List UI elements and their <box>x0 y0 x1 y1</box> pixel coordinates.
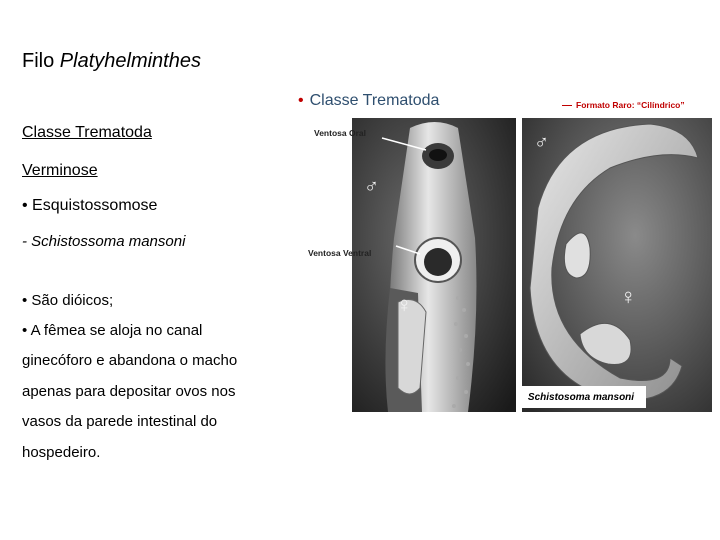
title-prefix: Filo <box>22 50 55 72</box>
bullet-femea-line-4: vasos da parede intestinal do <box>22 413 218 430</box>
figure-caption: Schistosoma mansoni <box>516 386 646 408</box>
figure-subtitle-text: Formato Raro: “Cilíndrico” <box>576 100 685 110</box>
bullet-femea-line-2: ginecóforo e abandona o macho <box>22 352 238 369</box>
male-symbol-left: ♂ <box>364 176 379 198</box>
title-taxon: Platyhelminthes <box>59 50 201 72</box>
female-symbol-left: ♀ <box>396 292 413 317</box>
figure-title-bullet: • <box>298 92 304 109</box>
figure-title-text: Classe Trematoda <box>309 92 440 109</box>
disease-name: • Esquistossomose <box>22 197 158 214</box>
bullet-femea-line-1: • A fêmea se aloja no canal <box>22 322 203 339</box>
verminose-heading: Verminose <box>22 162 98 179</box>
slide-title <box>22 50 201 73</box>
female-symbol-right: ♀ <box>620 284 637 309</box>
male-symbol-right: ♂ <box>534 132 549 154</box>
schistosoma-figure <box>290 88 712 412</box>
species-name: - Schistossoma mansoni <box>22 233 186 250</box>
label-ventosa-oral: Ventosa Oral <box>314 128 366 138</box>
bullet-femea-line-5: hospedeiro. <box>22 444 101 461</box>
bullet-dioicos: • São dióicos; <box>22 292 114 309</box>
bullet-femea-line-3: apenas para depositar ovos nos <box>22 383 236 400</box>
class-heading: Classe Trematoda <box>22 124 152 141</box>
label-ventosa-ventral: Ventosa Ventral <box>308 248 372 258</box>
